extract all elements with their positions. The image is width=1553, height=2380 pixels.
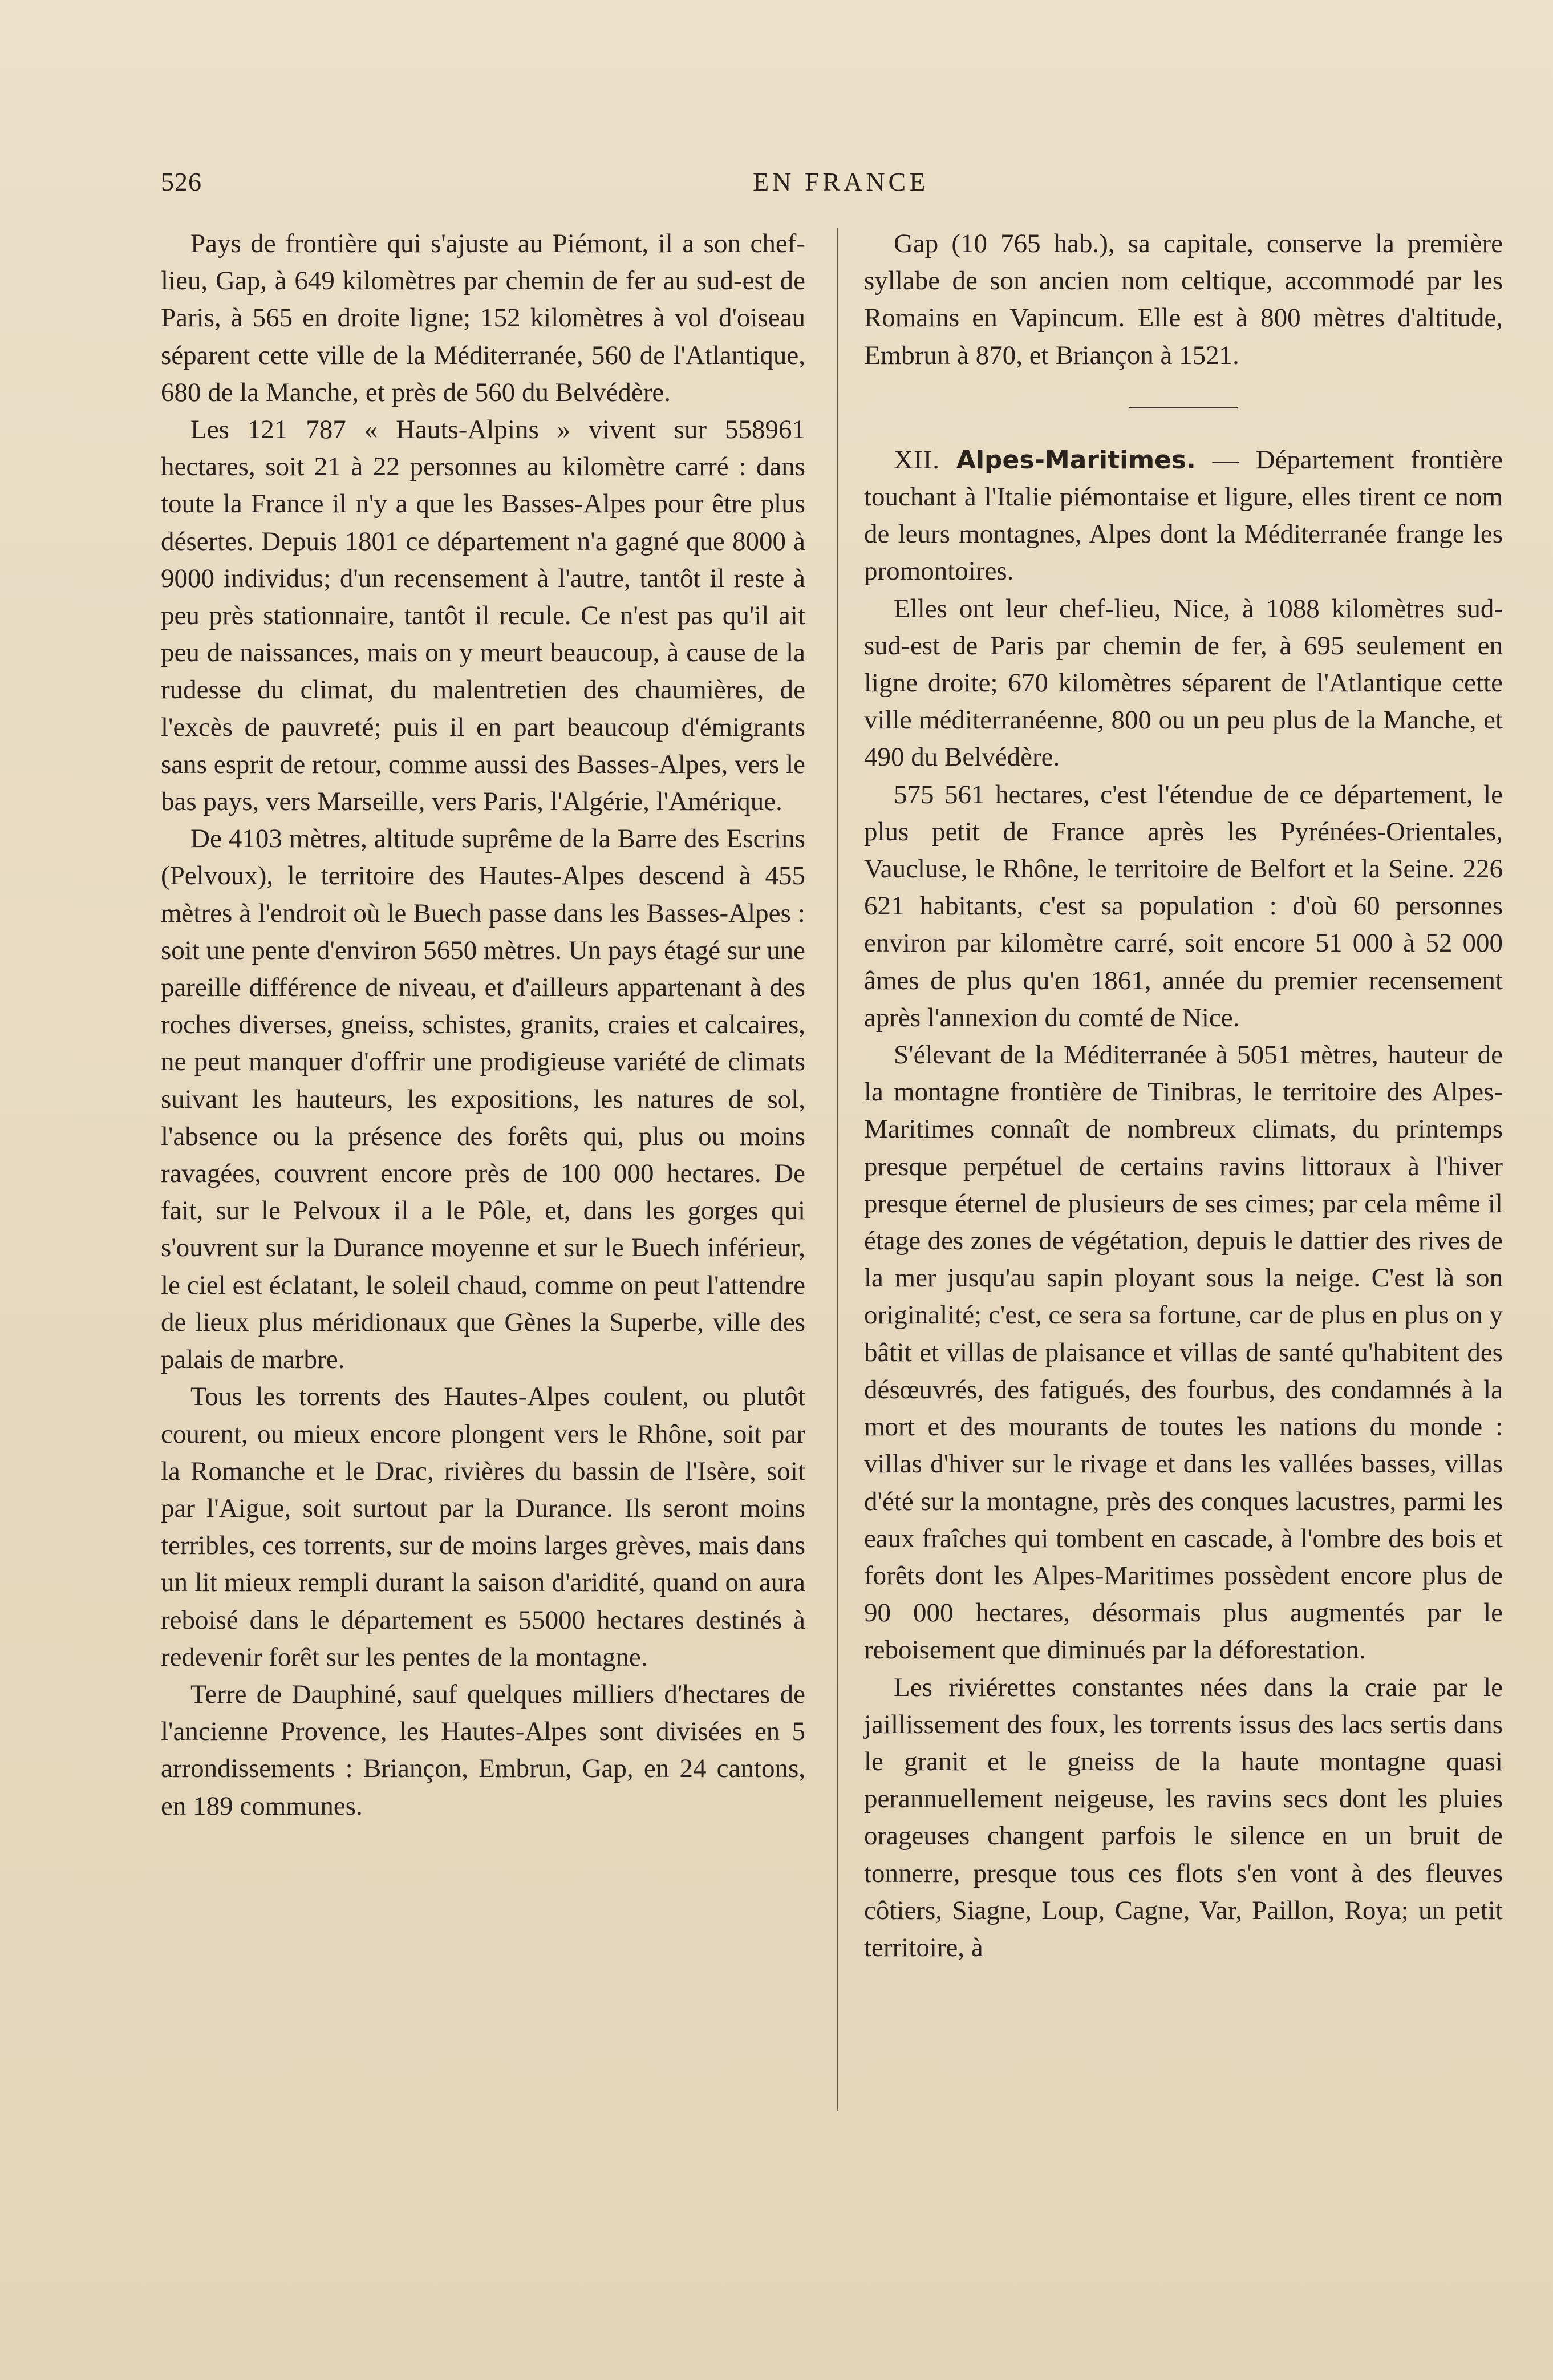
right-column [864,225,1503,1966]
left-column [161,225,805,1825]
page-number: 526 [161,167,202,196]
section-title: Alpes-Maritimes. [956,445,1196,475]
left-paragraph-4: Tous les torrents des Hautes-Alpes coulent, ou plutôt courent, ou mieux encore plongent vers le Rhône, soit par la Romanche et le Drac, rivières du bassin de l'Isère, soit par l'Aigue, soit surtout par la Durance. Ils seront moins terribles, ces torrents, sur de moins larges grèves, mais dans un lit mieux rempli durant la saison d'aridité, quand on aura reboisé dans le département es 55000 hectares destinés à redevenir forêt sur les pentes de la montagne. [161,1382,805,1672]
section-separator [1129,407,1238,408]
section-number: XII. [894,444,940,475]
right-paragraph-1: Gap (10 765 hab.), sa capitale, conserve la première syllabe de son ancien nom celtique, accommodé par les Romains en Vapincum. Elle est à 800 mètres d'altitude, Embrun à 870, et Briançon à 1521. [864,229,1503,370]
left-paragraph-3: De 4103 mètres, altitude suprême de la Barre des Escrins (Pelvoux), le territoire des Hautes-Alpes descend à 455 mètres à l'endroit où le Buech passe dans les Basses-Alpes : soit une pente d'environ 5650 mètres. Un pays étagé sur une pareille différence de niveau, et d'ailleurs appartenant à des roches diverses, gneiss, schistes, granits, craies et calcaires, ne peut manquer d'offrir une prodigieuse variété de climats suivant les hauteurs, les expositions, les natures de sol, l'absence ou la présence des forêts qui, plus ou moins ravagées, couvrent encore près de 100 000 hectares. De fait, sur le Pelvoux il a le Pôle, et, dans les gorges qui s'ouvrent sur la Durance moyenne et sur le Buech inférieur, le ciel est éclatant, le soleil chaud, comme on peut l'attendre de lieux plus méridionaux que Gènes la Superbe, ville des palais de marbre. [161,824,805,1375]
page-header [0,167,1553,207]
left-paragraph-5: Terre de Dauphiné, sauf quelques milliers d'hectares de l'ancienne Provence, les Hautes-Alpes sont divisées en 5 arrondissements : Briançon, Embrun, Gap, en 24 cantons, en 189 communes. [161,1679,805,1821]
right-paragraph-5: S'élevant de la Méditerranée à 5051 mètres, hauteur de la montagne frontière de Tinibras, le territoire des Alpes-Maritimes connaît de nombreux climats, du printemps presque perpétuel de certains ravins littoraux à l'hiver presque éternel de plusieurs de ses cimes; par cela même il étage des zones de végétation, depuis le dattier des rives de la mer jusqu'au sapin ployant sous la neige. C'est là son originalité; c'est, ce sera sa fortune, car de plus en plus on y bâtit et villas de plaisance et villas de santé qu'habitent des désœuvrés, des fatigués, des fourbus, des condamnés à la mort et des mourants de toutes les nations du monde : villas d'hiver sur le rivage et dans les vallées basses, villas d'été sur la montagne, près des conques lacustres, parmi les eaux fraîches qui tombent en cascade, à l'ombre des bois et forêts dont les Alpes-Maritimes possèdent encore plus de 90 000 hectares, désormais plus augmentés par le reboisement que diminués par la déforestation. [864,1040,1503,1665]
right-paragraph-6: Les riviérettes constantes nées dans la craie par le jaillissement des foux, les torrents issus des lacs sertis dans le granit et le gneiss de la haute montagne quasi perannuellement neigeuse, les ravins secs dont les pluies orageuses changent parfois le silence en un bruit de tonnerre, presque tous ces flots s'en vont à des fleuves côtiers, Siagne, Loup, Cagne, Var, Paillon, Roya; un petit territoire, à [864,1672,1503,1962]
section-paragraph [864,442,1503,590]
left-paragraph-1: Pays de frontière qui s'ajuste au Piémont, il a son chef-lieu, Gap, à 649 kilomètres par chemin de fer au sud-est de Paris, à 565 en droite ligne; 152 kilomètres à vol d'oiseau séparent cette ville de la Méditerranée, 560 de l'Atlantique, 680 de la Manche, et près de 560 du Belvédère. [161,229,805,407]
right-paragraph-3: Elles ont leur chef-lieu, Nice, à 1088 kilomètres sud-sud-est de Paris par chemin de fer, à 695 seulement en ligne droite; 670 kilomètres séparent de l'Atlantique cette ville méditerranéenne, 800 ou un peu plus de la Manche, et 490 du Belvédère. [864,593,1503,772]
section-paragraph-text: — Département frontière touchant à l'Italie piémontaise et ligure, elles tirent ce nom de leurs montagnes, Alpes dont la Méditerranée frange les promontoires. [864,444,1503,586]
column-divider [837,228,838,2111]
running-title: EN FRANCE [753,167,929,196]
right-paragraph-4: 575 561 hectares, c'est l'étendue de ce département, le plus petit de France après les Pyrénées-Orientales, Vaucluse, le Rhône, le territoire de Belfort et la Seine. 226 621 habitants, c'est sa population : d'où 60 personnes environ par kilomètre carré, soit encore 51 000 à 52 000 âmes de plus qu'en 1861, année du premier recensement après l'annexion du comté de Nice. [864,779,1503,1033]
left-paragraph-2: Les 121 787 « Hauts-Alpins » vivent sur 558961 hectares, soit 21 à 22 personnes au kilomètre carré : dans toute la France il n'y a que les Basses-Alpes pour être plus désertes. Depuis 1801 ce département n'a gagné que 8000 à 9000 individus; d'un recensement à l'autre, tantôt il reste à peu près stationnaire, tantôt il recule. Ce n'est pas qu'il ait peu de naissances, mais on y meurt beaucoup, à cause de la rudesse du climat, du malentretien des chaumières, de l'excès de pauvreté; puis il en part beaucoup d'émigrants sans esprit de retour, comme aussi des Basses-Alpes, vers le bas pays, vers Marseille, vers Paris, l'Algérie, l'Amérique. [161,415,805,817]
